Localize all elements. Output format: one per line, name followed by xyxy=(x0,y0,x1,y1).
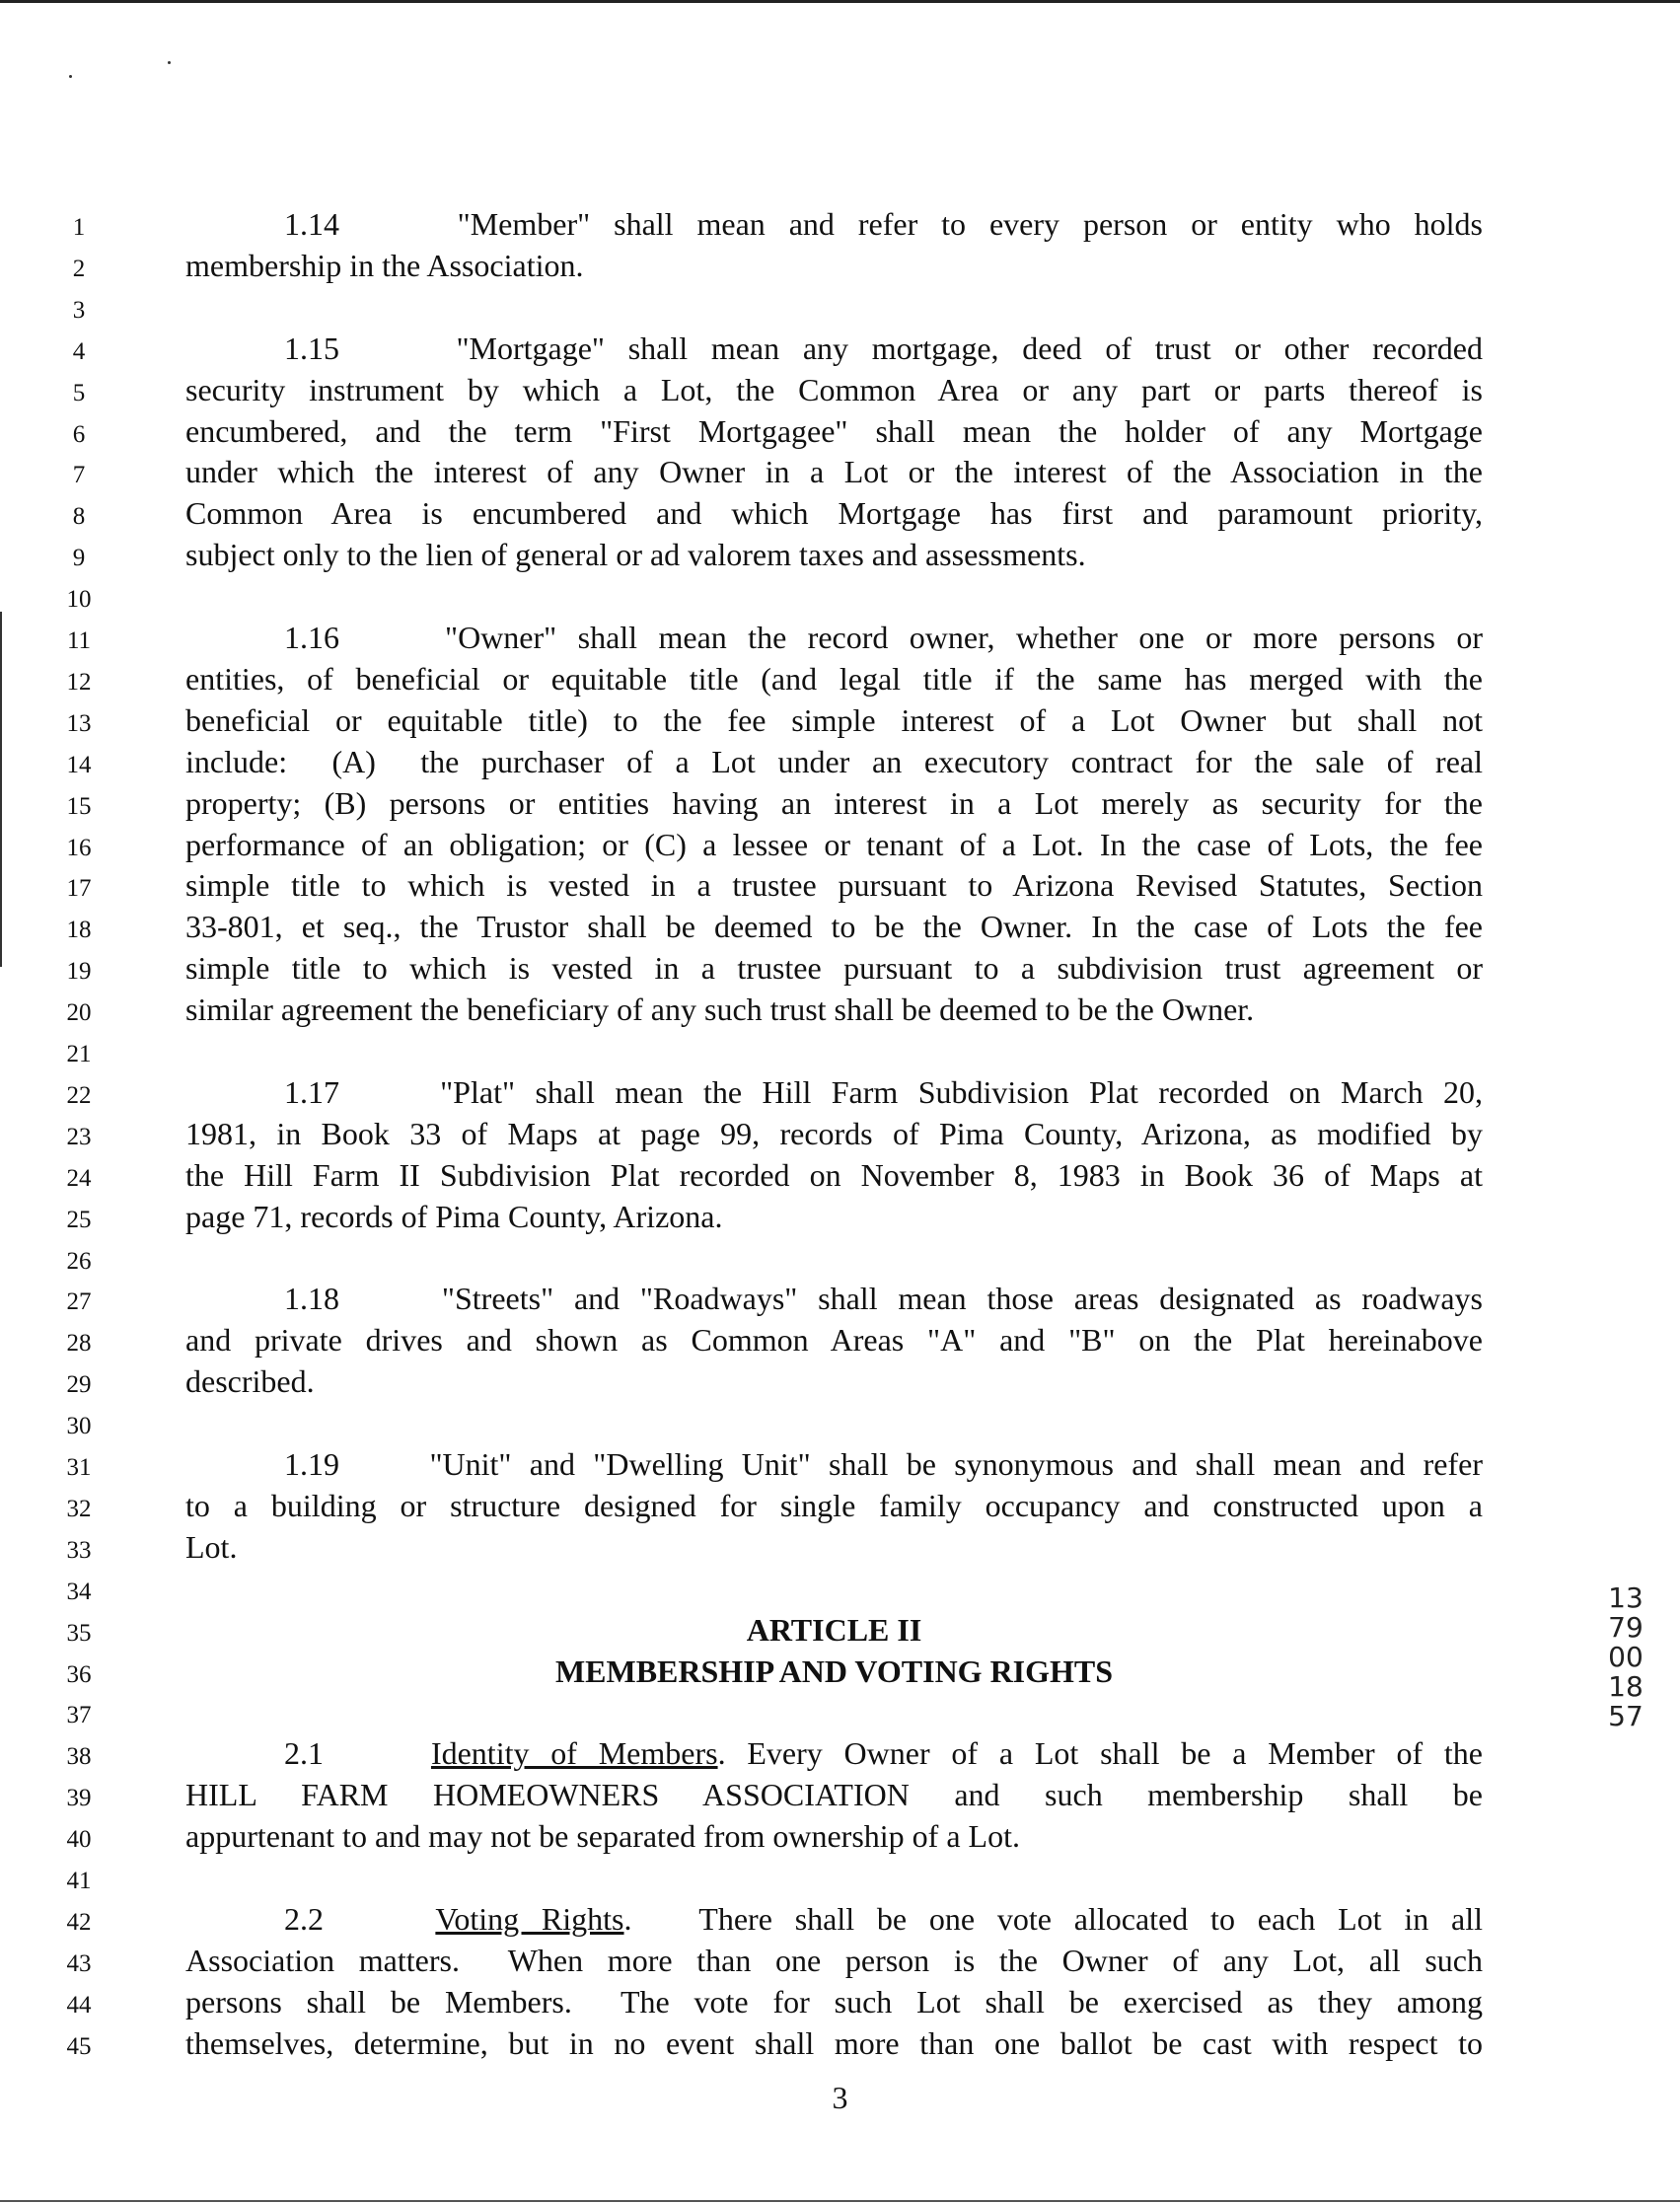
line-number: 10 xyxy=(66,586,92,614)
line-number: 31 xyxy=(66,1454,92,1481)
text-run: to a building or structure designed for single family occupancy and constructed upon a xyxy=(185,1487,1483,1523)
document-line xyxy=(0,1485,1680,1526)
text-run: 33-801, et seq., the Trustor shall be deemed to be the Owner. In the case of Lots the fee xyxy=(185,909,1483,945)
line-text xyxy=(185,245,1483,286)
text-run: 1.14 "Member" shall mean and refer to every person or entity who holds xyxy=(284,206,1483,242)
text-run: Association matters. When more than one person is the Owner of any Lot, all such xyxy=(185,1942,1483,1978)
document-line xyxy=(0,328,1680,369)
line-text xyxy=(185,1815,1483,1857)
text-run: 2.2 xyxy=(284,1900,436,1937)
text-run: 1981, in Book 33 of Maps at page 99, records of Pima County, Arizona, as modified by xyxy=(185,1115,1483,1151)
text-run: under which the interest of any Owner in a Lot or the interest of the Association in the xyxy=(185,454,1483,490)
text-run: ARTICLE II xyxy=(746,1611,922,1648)
line-number: 40 xyxy=(66,1826,92,1854)
line-text xyxy=(284,203,1483,245)
line-text xyxy=(284,1732,1483,1774)
document-line xyxy=(0,492,1680,534)
text-run: Lot. xyxy=(185,1528,238,1565)
text-run: page 71, records of Pima County, Arizona. xyxy=(185,1198,723,1234)
line-text xyxy=(284,1898,1483,1940)
text-run: . Every Owner of a Lot shall be a Member of the xyxy=(717,1735,1484,1772)
line-text xyxy=(185,534,1483,575)
line-number: 33 xyxy=(66,1536,92,1564)
line-number: 28 xyxy=(66,1330,92,1358)
line-number: 19 xyxy=(66,958,92,986)
document-line xyxy=(0,741,1680,782)
text-run: similar agreement the beneficiary of any such trust shall be deemed to be the Owner. xyxy=(185,992,1255,1028)
recording-stamp: 1379001857 xyxy=(1608,1581,1643,1732)
section-title: Voting Rights xyxy=(435,1900,624,1937)
line-number: 35 xyxy=(66,1619,92,1647)
text-run: the Hill Farm II Subdivision Plat recorded on November 8, 1983 in Book 36 of Maps at xyxy=(185,1156,1483,1193)
line-number: 14 xyxy=(66,751,92,778)
line-number: 6 xyxy=(72,420,86,448)
line-number: 7 xyxy=(72,462,86,489)
line-number: 25 xyxy=(66,1206,92,1233)
document-line xyxy=(0,1360,1680,1402)
document-line xyxy=(0,1609,1680,1651)
line-number: 43 xyxy=(66,1949,92,1977)
text-run: . There shall be one vote allocated to each Lot in all xyxy=(623,1900,1484,1937)
line-text xyxy=(185,864,1483,906)
line-number: 13 xyxy=(66,709,92,737)
line-number: 34 xyxy=(66,1578,92,1605)
line-number: 41 xyxy=(66,1868,92,1894)
line-number: 2 xyxy=(72,255,86,282)
document-line xyxy=(0,2022,1680,2064)
text-run: performance of an obligation; or (C) a lessee or tenant of a Lot. In the case of Lots, the fee xyxy=(185,826,1483,862)
text-run: property; (B) persons or entities having an interest in a Lot merely as security for the xyxy=(185,784,1483,821)
line-text xyxy=(284,617,1483,658)
line-text xyxy=(185,1485,1483,1526)
document-line xyxy=(0,1526,1680,1568)
line-text xyxy=(185,1196,1483,1237)
document-line xyxy=(0,1568,1680,1609)
line-number: 30 xyxy=(66,1413,92,1440)
document-line xyxy=(0,1691,1680,1732)
line-text xyxy=(185,989,1483,1030)
line-number: 42 xyxy=(66,1908,92,1936)
line-number: 12 xyxy=(66,668,92,696)
document-line xyxy=(0,203,1680,245)
text-run: include: (A) the purchaser of a Lot under an executory contract for the sale of real xyxy=(185,743,1483,779)
text-run: security instrument by which a Lot, the Common Area or any part or parts thereof is xyxy=(185,371,1483,407)
text-run: membership in the Association. xyxy=(185,247,584,283)
page-number: 3 xyxy=(832,2080,848,2115)
text-run: simple title to which is vested in a trustee pursuant to Arizona Revised Statutes, Section xyxy=(185,867,1483,904)
line-text xyxy=(284,1071,1483,1113)
document-line xyxy=(0,947,1680,989)
line-number: 1 xyxy=(72,214,86,241)
document-line xyxy=(0,1981,1680,2022)
line-text xyxy=(185,947,1483,989)
text-run: described. xyxy=(185,1363,315,1400)
document-line xyxy=(0,1319,1680,1360)
document-line xyxy=(0,286,1680,328)
line-number: 26 xyxy=(66,1247,92,1275)
line-text xyxy=(185,782,1483,824)
text-run: 1.19 "Unit" and "Dwelling Unit" shall be synonymous and shall mean and refer xyxy=(284,1446,1483,1482)
document-line xyxy=(0,1113,1680,1154)
text-run: beneficial or equitable title) to the fee simple interest of a Lot Owner but shall not xyxy=(185,701,1483,738)
line-number: 18 xyxy=(66,917,92,944)
document-line xyxy=(0,1815,1680,1857)
line-text xyxy=(284,1278,1483,1319)
document-line xyxy=(0,1940,1680,1981)
line-text xyxy=(185,1774,1483,1815)
line-number: 21 xyxy=(66,1041,92,1067)
line-text xyxy=(185,658,1483,699)
line-text xyxy=(185,410,1483,452)
line-number: 38 xyxy=(66,1743,92,1771)
text-run: encumbered, and the term "First Mortgagee" shall mean the holder of any Mortgage xyxy=(185,412,1483,449)
line-number: 4 xyxy=(72,337,86,365)
line-number: 20 xyxy=(66,999,92,1027)
line-text xyxy=(185,1981,1483,2022)
document-line xyxy=(0,1857,1680,1898)
text-run: and private drives and shown as Common Areas "A" and "B" on the Plat hereinabove xyxy=(185,1322,1483,1359)
text-run: MEMBERSHIP AND VOTING RIGHTS xyxy=(554,1653,1114,1689)
text-run: Common Area is encumbered and which Mortgage has first and paramount priority, xyxy=(185,495,1483,532)
line-number: 24 xyxy=(66,1164,92,1192)
text-run: persons shall be Members. The vote for such Lot shall be exercised as they among xyxy=(185,1983,1483,2020)
document-line xyxy=(0,658,1680,699)
line-text xyxy=(185,1113,1483,1154)
line-text xyxy=(185,741,1483,782)
document-line xyxy=(0,1030,1680,1071)
text-run: subject only to the lien of general or ad valorem taxes and assessments. xyxy=(185,537,1086,573)
document-line xyxy=(0,1278,1680,1319)
document-line xyxy=(0,824,1680,865)
line-number: 23 xyxy=(66,1123,92,1150)
document-line xyxy=(0,699,1680,741)
text-run: appurtenant to and may not be separated from ownership of a Lot. xyxy=(185,1818,1020,1855)
text-run: entities, of beneficial or equitable title (and legal title if the same has merged with the xyxy=(185,660,1483,697)
document-line xyxy=(0,1402,1680,1443)
scan-edge-top xyxy=(0,0,1680,3)
document-line xyxy=(0,1651,1680,1692)
line-text xyxy=(185,1154,1483,1196)
line-text xyxy=(185,451,1483,492)
line-text xyxy=(185,824,1483,865)
document-line xyxy=(0,1071,1680,1113)
line-text xyxy=(185,1940,1483,1981)
text-run: 1.17 "Plat" shall mean the Hill Farm Subdivision Plat recorded on March 20, xyxy=(284,1073,1483,1110)
line-number: 3 xyxy=(72,296,86,324)
text-run: themselves, determine, but in no event shall more than one ballot be cast with respect to xyxy=(185,2024,1483,2061)
line-number: 17 xyxy=(66,875,92,903)
document-line xyxy=(0,1732,1680,1774)
text-run: simple title to which is vested in a trustee pursuant to a subdivision trust agreement or xyxy=(185,950,1483,987)
line-text xyxy=(284,328,1483,369)
line-number: 32 xyxy=(66,1495,92,1522)
scan-speck xyxy=(69,75,72,78)
text-run: 1.18 "Streets" and "Roadways" shall mean those areas designated as roadways xyxy=(284,1281,1483,1317)
line-number: 44 xyxy=(66,1991,92,2019)
line-text xyxy=(185,699,1483,741)
document-line xyxy=(0,410,1680,452)
text-run: 2.1 xyxy=(284,1735,431,1772)
line-number: 5 xyxy=(72,379,86,406)
line-number: 27 xyxy=(66,1288,92,1316)
line-text xyxy=(284,1443,1483,1485)
document-line xyxy=(0,451,1680,492)
article-heading xyxy=(185,1609,1483,1651)
line-number: 16 xyxy=(66,834,92,861)
document-line xyxy=(0,617,1680,658)
document-line xyxy=(0,1154,1680,1196)
document-line xyxy=(0,575,1680,617)
line-text xyxy=(185,492,1483,534)
document-line xyxy=(0,1196,1680,1237)
scan-speck xyxy=(168,61,171,64)
text-run: 1.16 "Owner" shall mean the record owner, whether one or more persons or xyxy=(284,620,1483,655)
line-number: 45 xyxy=(66,2032,92,2060)
document-line xyxy=(0,1774,1680,1815)
document-line xyxy=(0,245,1680,286)
line-text xyxy=(185,1526,1483,1568)
line-number: 29 xyxy=(66,1371,92,1399)
line-text xyxy=(185,906,1483,947)
line-text xyxy=(185,1360,1483,1402)
document-line xyxy=(0,989,1680,1030)
line-text xyxy=(185,2022,1483,2064)
document-line xyxy=(0,1237,1680,1279)
document-line xyxy=(0,782,1680,824)
line-number: 11 xyxy=(66,627,92,654)
line-number: 39 xyxy=(66,1785,92,1812)
line-number: 9 xyxy=(72,545,86,572)
article-heading xyxy=(185,1651,1483,1692)
line-number: 15 xyxy=(66,792,92,820)
line-number: 37 xyxy=(66,1702,92,1729)
scan-edge-bottom xyxy=(0,2200,1680,2202)
document-line xyxy=(0,1443,1680,1485)
line-number: 8 xyxy=(72,503,86,531)
text-run: HILL FARM HOMEOWNERS ASSOCIATION and such membership shall be xyxy=(185,1777,1483,1813)
document-line xyxy=(0,534,1680,575)
document-line xyxy=(0,906,1680,947)
document-line xyxy=(0,864,1680,906)
document-line xyxy=(0,369,1680,410)
document-line xyxy=(0,1898,1680,1940)
section-title: Identity of Members xyxy=(430,1735,718,1772)
line-number: 36 xyxy=(66,1660,92,1688)
line-text xyxy=(185,369,1483,410)
line-text xyxy=(185,1319,1483,1360)
text-run: 1.15 "Mortgage" shall mean any mortgage, deed of trust or other recorded xyxy=(284,330,1483,366)
line-number: 22 xyxy=(66,1081,92,1109)
